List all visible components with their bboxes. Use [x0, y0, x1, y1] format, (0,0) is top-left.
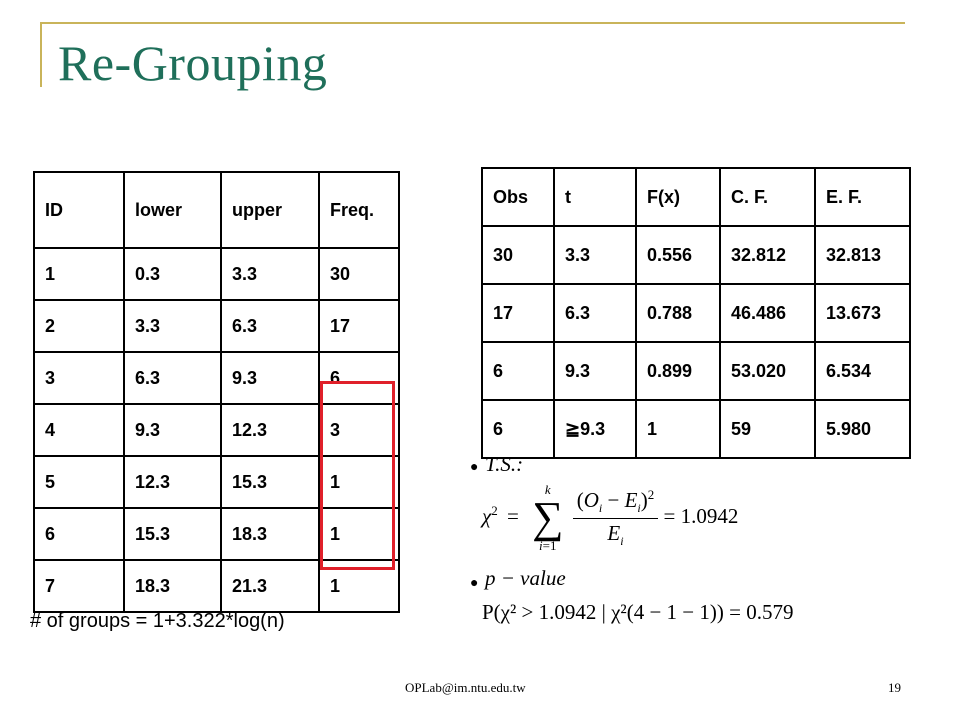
table-cell: 0.788	[636, 284, 720, 342]
table-cell: 9.3	[124, 404, 221, 456]
header-cell: E. F.	[815, 168, 910, 226]
pvalue-label: p − value	[485, 566, 566, 590]
table-cell: 3.3	[221, 248, 319, 300]
table-cell: 6	[482, 342, 554, 400]
header-cell: upper	[221, 172, 319, 248]
table-cell: 1	[319, 508, 399, 560]
frame-left-line	[40, 22, 42, 87]
ts-label: T.S.:	[485, 452, 524, 476]
table-row	[34, 248, 399, 300]
table-row	[482, 284, 910, 342]
table-cell: ≧9.3	[554, 400, 636, 458]
table-cell: 12.3	[221, 404, 319, 456]
table-cell: 53.020	[720, 342, 815, 400]
frame-top-line	[40, 22, 905, 24]
table-cell: 6	[319, 352, 399, 404]
table-row	[34, 300, 399, 352]
table-cell: 3	[34, 352, 124, 404]
table-header-row	[34, 172, 399, 248]
table-cell: 15.3	[221, 456, 319, 508]
footer-email: OPLab@im.ntu.edu.tw	[405, 680, 526, 695]
table-cell: 6.3	[221, 300, 319, 352]
header-cell: ID	[34, 172, 124, 248]
table-cell: 0.556	[636, 226, 720, 284]
bullet-icon: ●	[470, 458, 479, 474]
slide-title: Re-Grouping	[58, 35, 328, 91]
table-cell: 6.3	[124, 352, 221, 404]
table-cell: 9.3	[221, 352, 319, 404]
table-cell: 18.3	[221, 508, 319, 560]
table-cell: 6.534	[815, 342, 910, 400]
table-cell: 1	[34, 248, 124, 300]
table-cell: 59	[720, 400, 815, 458]
table-cell: 32.812	[720, 226, 815, 284]
table-cell: 5	[34, 456, 124, 508]
table-cell: 3.3	[124, 300, 221, 352]
table-cell: 32.813	[815, 226, 910, 284]
table-cell: 6	[34, 508, 124, 560]
table-cell: 0.3	[124, 248, 221, 300]
table-cell: 30	[319, 248, 399, 300]
table-cell: 5.980	[815, 400, 910, 458]
header-cell: t	[554, 168, 636, 226]
merged-groups-highlight	[320, 381, 395, 570]
table-cell: 12.3	[124, 456, 221, 508]
table-row	[482, 400, 910, 458]
table-cell: 17	[482, 284, 554, 342]
table-cell: 6	[482, 400, 554, 458]
table-row	[482, 342, 910, 400]
groups-formula: # of groups = 1+3.322*log(n)	[30, 610, 285, 632]
table-cell: 18.3	[124, 560, 221, 612]
header-cell: Freq.	[319, 172, 399, 248]
page-number: 19	[888, 680, 901, 695]
table-header-row	[482, 168, 910, 226]
bullet-icon: ●	[470, 574, 479, 590]
table-cell: 15.3	[124, 508, 221, 560]
table-cell: 1	[319, 560, 399, 612]
table-cell: 9.3	[554, 342, 636, 400]
table-cell: 7	[34, 560, 124, 612]
table-cell: 3.3	[554, 226, 636, 284]
chi-square-formula: $\chi^2$ = k ∑ i=1 $\frac{(O_i - E_i)^2}{E_i}$ = 1.0942	[482, 482, 739, 553]
table-cell: 3	[319, 404, 399, 456]
header-cell: Obs	[482, 168, 554, 226]
header-cell: lower	[124, 172, 221, 248]
table-cell: 1	[319, 456, 399, 508]
table-cell: 13.673	[815, 284, 910, 342]
chi-result: = 1.0942	[663, 503, 739, 528]
table-cell: 0.899	[636, 342, 720, 400]
table-row	[482, 226, 910, 284]
table-cell: 2	[34, 300, 124, 352]
header-cell: C. F.	[720, 168, 815, 226]
table-cell: 4	[34, 404, 124, 456]
header-cell: F(x)	[636, 168, 720, 226]
table-cell: 46.486	[720, 284, 815, 342]
table-cell: 21.3	[221, 560, 319, 612]
table-cell: 6.3	[554, 284, 636, 342]
table-cell: 17	[319, 300, 399, 352]
pvalue-expression: P(χ² > 1.0942 | χ²(4 − 1 − 1)) = 0.579	[482, 600, 794, 624]
expected-frequency-table	[481, 167, 911, 459]
table-cell: 30	[482, 226, 554, 284]
summation-symbol: k ∑ i=1	[532, 482, 564, 553]
table-cell: 1	[636, 400, 720, 458]
chi-fraction: $\frac{(O_i - E_i)^2}{E_i}$	[573, 487, 659, 549]
